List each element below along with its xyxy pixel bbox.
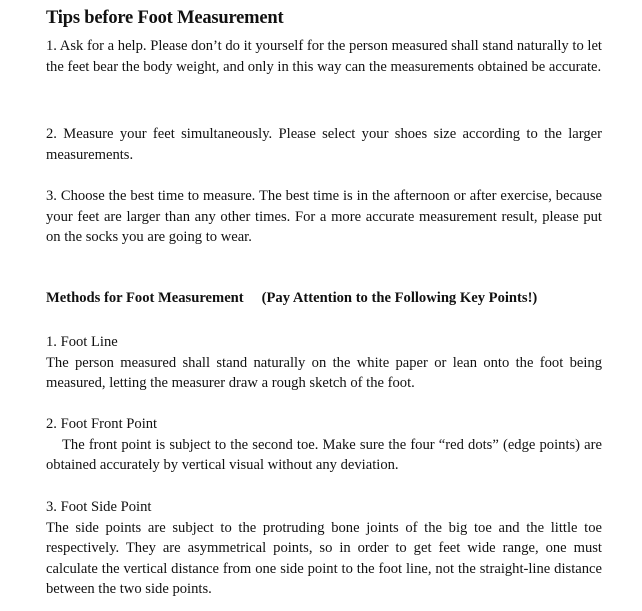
method-item-2-text: The front point is subject to the second toe. Make sure the four “red dots” (edge points) are obtained accurately by vertical visual without any deviation. (46, 436, 602, 473)
method-item-1-text: The person measured shall stand naturally on the white paper or lean onto the foot being measured, letting the measurer draw a rough sketch of the foot. (46, 354, 602, 391)
method-item-2 (46, 414, 602, 476)
method-item-3-text: The side points are subject to the protruding bone joints of the big toe and the little toe respectively. They are asymmetrical points, so in order to get feet wide range, one must calculate the vertical distance from one side point to the foot line, not the straight-line distance between the two side points. (46, 519, 602, 597)
tip-item-3: 3. Choose the best time to measure. The best time is in the afternoon or after exercise, because your feet are larger than any other times. For a more accurate measurement result, please put on the socks you are going to wear. (46, 188, 602, 245)
method-item-2-heading: 2. Foot Front Point (46, 416, 158, 432)
methods-heading (46, 290, 537, 307)
method-item-1 (46, 332, 602, 394)
methods-title: Methods for Foot Measurement (46, 290, 244, 306)
tip-item-2: 2. Measure your feet simultaneously. Please select your shoes size according to the larger measurements. (46, 126, 602, 163)
methods-subtitle: (Pay Attention to the Following Key Points!) (261, 290, 538, 306)
method-item-3 (46, 497, 602, 600)
method-item-1-heading: 1. Foot Line (46, 334, 118, 350)
method-item-3-heading: 3. Foot Side Point (46, 499, 152, 515)
tip-item-1: 1. Ask for a help. Please don’t do it yourself for the person measured shall stand naturally to let the feet bear the body weight, and only in this way can the measurements obtained be accurate. (46, 38, 602, 75)
tips-title: Tips before Foot Measurement (46, 8, 284, 28)
